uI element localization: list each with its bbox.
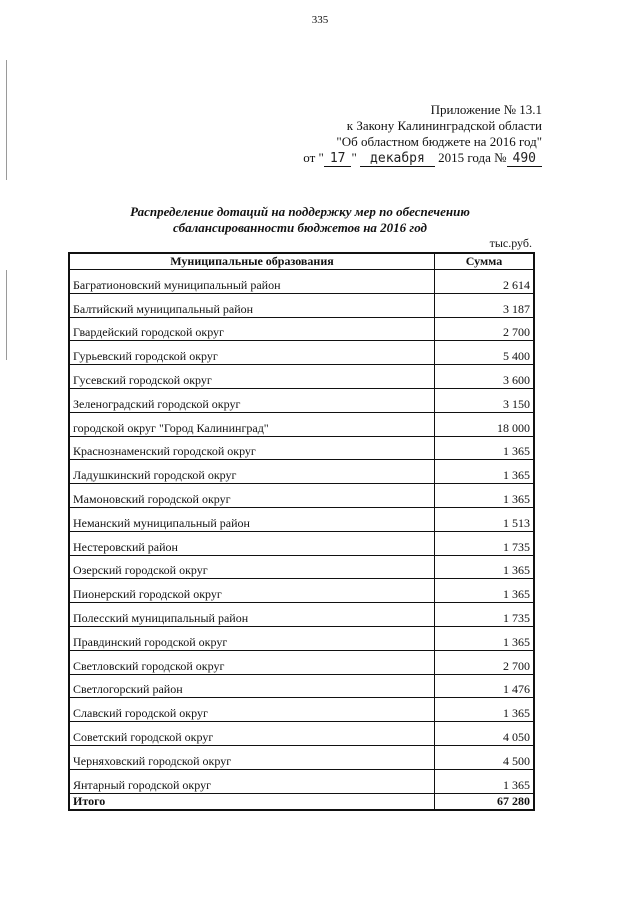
scan-edge-mark xyxy=(6,60,7,180)
table-row xyxy=(69,698,534,722)
table-row xyxy=(69,293,534,317)
title-line-1: Распределение дотаций на поддержку мер по обеспечению xyxy=(130,204,470,219)
table-row xyxy=(69,626,534,650)
municipality-name: Славский городской округ xyxy=(69,698,435,722)
table-row xyxy=(69,436,534,460)
table-row xyxy=(69,769,534,793)
table-row xyxy=(69,365,534,389)
subsidy-sum: 4 500 xyxy=(435,745,535,769)
municipality-name: Нестеровский район xyxy=(69,531,435,555)
subsidy-sum: 5 400 xyxy=(435,341,535,365)
table-row xyxy=(69,555,534,579)
municipality-name: Янтарный городской округ xyxy=(69,769,435,793)
header-municipality: Муниципальные образования xyxy=(69,253,435,270)
table-row xyxy=(69,603,534,627)
document-title xyxy=(60,204,540,236)
subsidy-sum: 3 187 xyxy=(435,293,535,317)
table-row xyxy=(69,484,534,508)
page-number: 335 xyxy=(311,14,329,26)
total-sum: 67 280 xyxy=(435,793,535,810)
table-row xyxy=(69,745,534,769)
municipality-name: Мамоновский городской округ xyxy=(69,484,435,508)
municipality-name: Озерский городской округ xyxy=(69,555,435,579)
date-prefix: от " xyxy=(303,150,324,165)
appendix-header xyxy=(303,102,542,167)
date-day: 17 xyxy=(324,151,352,167)
subsidy-sum: 3 600 xyxy=(435,365,535,389)
table-row xyxy=(69,270,534,294)
law-reference: к Закону Калининградской области xyxy=(346,118,542,133)
table-row xyxy=(69,460,534,484)
table-row xyxy=(69,531,534,555)
table-row xyxy=(69,341,534,365)
subsidy-sum: 1 365 xyxy=(435,484,535,508)
scan-edge-mark xyxy=(6,270,7,360)
unit-label: тыс.руб. xyxy=(489,236,532,250)
subsidy-sum: 1 365 xyxy=(435,698,535,722)
subsidy-sum: 1 735 xyxy=(435,531,535,555)
municipality-name: Пионерский городской округ xyxy=(69,579,435,603)
subsidy-table xyxy=(68,252,535,811)
municipality-name: Полесский муниципальный район xyxy=(69,603,435,627)
subsidy-sum: 1 365 xyxy=(435,769,535,793)
municipality-name: Багратионовский муниципальный район xyxy=(69,270,435,294)
subsidy-sum: 1 513 xyxy=(435,507,535,531)
table-row xyxy=(69,722,534,746)
table-row xyxy=(69,412,534,436)
table-row xyxy=(69,507,534,531)
subsidy-sum: 2 614 xyxy=(435,270,535,294)
municipality-name: Неманский муниципальный район xyxy=(69,507,435,531)
date-year: 2015 года № xyxy=(438,150,507,165)
municipality-name: Ладушкинский городской округ xyxy=(69,460,435,484)
subsidy-sum: 18 000 xyxy=(435,412,535,436)
subsidy-sum: 1 365 xyxy=(435,626,535,650)
subsidy-sum: 1 365 xyxy=(435,460,535,484)
table-row xyxy=(69,388,534,412)
table-header-row xyxy=(69,253,534,270)
subsidy-sum: 1 365 xyxy=(435,436,535,460)
title-line-2: сбалансированности бюджетов на 2016 год xyxy=(172,220,427,235)
subsidy-sum: 3 150 xyxy=(435,388,535,412)
appendix-number: Приложение № 13.1 xyxy=(430,102,542,117)
municipality-name: Гусевский городской округ xyxy=(69,365,435,389)
municipality-name: городской округ "Город Калининград" xyxy=(69,412,435,436)
municipality-name: Балтийский муниципальный район xyxy=(69,293,435,317)
law-date-line xyxy=(303,150,542,167)
municipality-name: Советский городской округ xyxy=(69,722,435,746)
municipality-name: Зеленоградский городской округ xyxy=(69,388,435,412)
subsidy-sum: 2 700 xyxy=(435,317,535,341)
header-sum: Сумма xyxy=(435,253,535,270)
subsidy-sum: 1 365 xyxy=(435,555,535,579)
municipality-name: Краснознаменский городской округ xyxy=(69,436,435,460)
subsidy-sum: 1 365 xyxy=(435,579,535,603)
municipality-name: Гурьевский городской округ xyxy=(69,341,435,365)
municipality-name: Гвардейский городской округ xyxy=(69,317,435,341)
subsidy-sum: 4 050 xyxy=(435,722,535,746)
law-title: "Об областном бюджете на 2016 год" xyxy=(336,134,542,149)
date-month: декабря xyxy=(360,151,435,167)
subsidy-sum: 2 700 xyxy=(435,650,535,674)
municipality-name: Правдинский городской округ xyxy=(69,626,435,650)
municipality-name: Черняховский городской округ xyxy=(69,745,435,769)
subsidy-sum: 1 735 xyxy=(435,603,535,627)
law-number: 490 xyxy=(507,151,542,167)
table-row xyxy=(69,650,534,674)
table-total-row xyxy=(69,793,534,810)
table-row xyxy=(69,674,534,698)
table-row xyxy=(69,317,534,341)
municipality-name: Светловский городской округ xyxy=(69,650,435,674)
date-quote: " xyxy=(351,150,357,165)
subsidy-sum: 1 476 xyxy=(435,674,535,698)
total-label: Итого xyxy=(69,793,435,810)
table-row xyxy=(69,579,534,603)
municipality-name: Светлогорский район xyxy=(69,674,435,698)
